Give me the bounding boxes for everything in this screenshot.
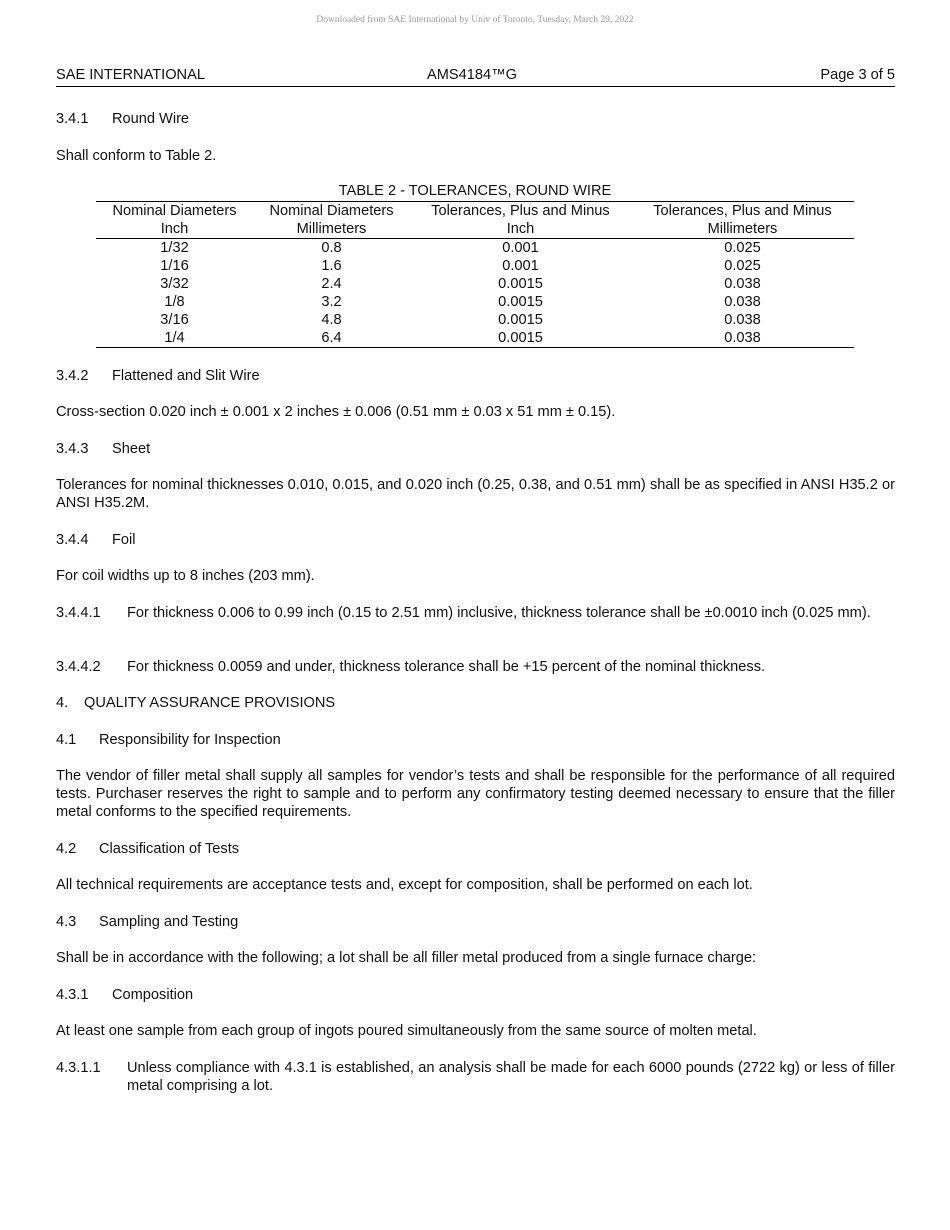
table-row	[96, 257, 854, 275]
table-cell: 3/32	[160, 276, 189, 292]
table-cell: 1.6	[321, 258, 342, 274]
clause-3-4-4-1	[56, 604, 895, 622]
table-cell: 1/4	[96, 329, 253, 348]
heading-3-4-3	[56, 440, 150, 458]
table-row	[96, 329, 854, 348]
table-cell: 0.001	[502, 258, 539, 274]
header-page-number: Page 3 of 5	[820, 67, 895, 83]
clause-3-4-4-2	[56, 658, 895, 676]
clause-text: For thickness 0.006 to 0.99 inch (0.15 to 2.51 mm) inclusive, thickness tolerance shall be ±0.0010 inch (0.025 mm).	[127, 605, 871, 621]
table-cell: 1/16	[160, 258, 189, 274]
table-cell: 0.038	[724, 312, 761, 328]
table-cell: 0.0015	[498, 294, 543, 310]
paragraph-3-4-1: Shall conform to Table 2.	[56, 148, 217, 164]
table-cell: 4.8	[321, 312, 342, 328]
section-number: 4.	[56, 695, 69, 711]
clause-number: 3.4.4.1	[56, 605, 101, 621]
column-header: Nominal Diameters	[253, 202, 410, 221]
table-cell: 0.8	[321, 240, 342, 256]
paragraph-4-2: All technical requirements are acceptance tests and, except for composition, shall be performed on each lot.	[56, 877, 753, 893]
column-header: Nominal Diameters	[96, 202, 253, 221]
section-title: Foil	[112, 532, 136, 548]
table-row	[96, 311, 854, 329]
section-number: 3.4.2	[56, 368, 89, 384]
table-cell: 0.0015	[498, 276, 543, 292]
section-title: Sheet	[112, 441, 151, 457]
table-cell: 0.038	[724, 294, 761, 310]
clause-number: 4.3.1.1	[56, 1060, 101, 1076]
table-title: TABLE 2 - TOLERANCES, ROUND WIRE	[338, 183, 612, 199]
table-cell: 0.001	[502, 240, 539, 256]
section-number: 3.4.3	[56, 441, 89, 457]
paragraph-4-3: Shall be in accordance with the following; a lot shall be all filler metal produced from a single furnace charge:	[56, 950, 757, 966]
table-cell: 3/16	[160, 312, 189, 328]
clause-number: 3.4.4.2	[56, 659, 101, 675]
section-title: QUALITY ASSURANCE PROVISIONS	[84, 695, 336, 711]
table-cell: 0.038	[724, 276, 761, 292]
table-cell: 6.4	[253, 329, 410, 348]
section-title: Flattened and Slit Wire	[112, 368, 260, 384]
table-cell: 2.4	[321, 276, 342, 292]
heading-4-2	[56, 840, 239, 858]
section-number: 4.3.1	[56, 987, 89, 1003]
paragraph-4-1: The vendor of filler metal shall supply all samples for vendor’s tests and shall be responsible for the performance of all required tests. Purchaser reserves the right to sample and to perform any confirmatory testing deemed necessary to ensure that the filler metal conforms to the specified requirements.	[56, 768, 895, 820]
heading-3-4-1	[56, 110, 189, 128]
paragraph-3-4-4: For coil widths up to 8 inches (203 mm).	[56, 568, 315, 584]
clause-text: For thickness 0.0059 and under, thickness tolerance shall be +15 percent of the nominal thickness.	[127, 659, 766, 675]
heading-3-4-4	[56, 531, 136, 549]
section-number: 4.1	[56, 732, 77, 748]
paragraph-3-4-2: Cross-section 0.020 inch ± 0.001 x 2 inches ± 0.006 (0.51 mm ± 0.03 x 51 mm ± 0.15).	[56, 404, 616, 420]
header-organization: SAE INTERNATIONAL	[56, 67, 205, 83]
section-title: Round Wire	[112, 111, 190, 127]
section-title: Classification of Tests	[99, 841, 240, 857]
section-title: Sampling and Testing	[99, 914, 239, 930]
section-number: 4.3	[56, 914, 77, 930]
column-unit: Inch	[410, 220, 631, 239]
paragraph-4-3-1: At least one sample from each group of ingots poured simultaneously from the same source of molten metal.	[56, 1023, 757, 1039]
header-document-number: AMS4184™G	[427, 67, 518, 83]
table-cell: 0.0015	[410, 329, 631, 348]
tolerance-table	[96, 201, 854, 348]
clause-4-3-1-1	[56, 1059, 895, 1095]
clause-text: Unless compliance with 4.3.1 is established, an analysis shall be made for each 6000 pounds (2722 kg) or less of filler metal comprising a lot.	[127, 1060, 895, 1094]
table-row	[96, 275, 854, 293]
table-cell: 1/8	[164, 294, 185, 310]
column-header: Tolerances, Plus and Minus	[410, 202, 631, 221]
heading-3-4-2	[56, 367, 260, 385]
table-row	[96, 293, 854, 311]
paragraph-3-4-3: Tolerances for nominal thicknesses 0.010, 0.015, and 0.020 inch (0.25, 0.38, and 0.51 mm) shall be as specified in ANSI H35.2 or ANSI H35.2M.	[56, 477, 895, 511]
table-cell: 3.2	[321, 294, 342, 310]
column-unit: Millimeters	[253, 220, 410, 239]
section-number: 4.2	[56, 841, 77, 857]
section-number: 3.4.1	[56, 111, 89, 127]
table-cell: 0.038	[631, 329, 854, 348]
table-row	[96, 239, 854, 258]
table-cell: 1/32	[160, 240, 189, 256]
column-header: Tolerances, Plus and Minus	[631, 202, 854, 221]
heading-4-3-1	[56, 986, 193, 1004]
section-title: Responsibility for Inspection	[99, 732, 281, 748]
column-unit: Millimeters	[631, 220, 854, 239]
table-cell: 0.025	[724, 240, 761, 256]
table-cell: 0.025	[724, 258, 761, 274]
section-number: 3.4.4	[56, 532, 89, 548]
table-cell: 0.0015	[498, 312, 543, 328]
table-header-row	[96, 220, 854, 239]
page-header	[56, 66, 895, 87]
table-header-row	[96, 202, 854, 221]
heading-4-1	[56, 731, 281, 749]
section-title: Composition	[112, 987, 194, 1003]
heading-4	[56, 694, 335, 712]
column-unit: Inch	[96, 220, 253, 239]
download-watermark: Downloaded from SAE International by Univ of Toronto, Tuesday, March 29, 2022	[316, 15, 634, 25]
heading-4-3	[56, 913, 238, 931]
